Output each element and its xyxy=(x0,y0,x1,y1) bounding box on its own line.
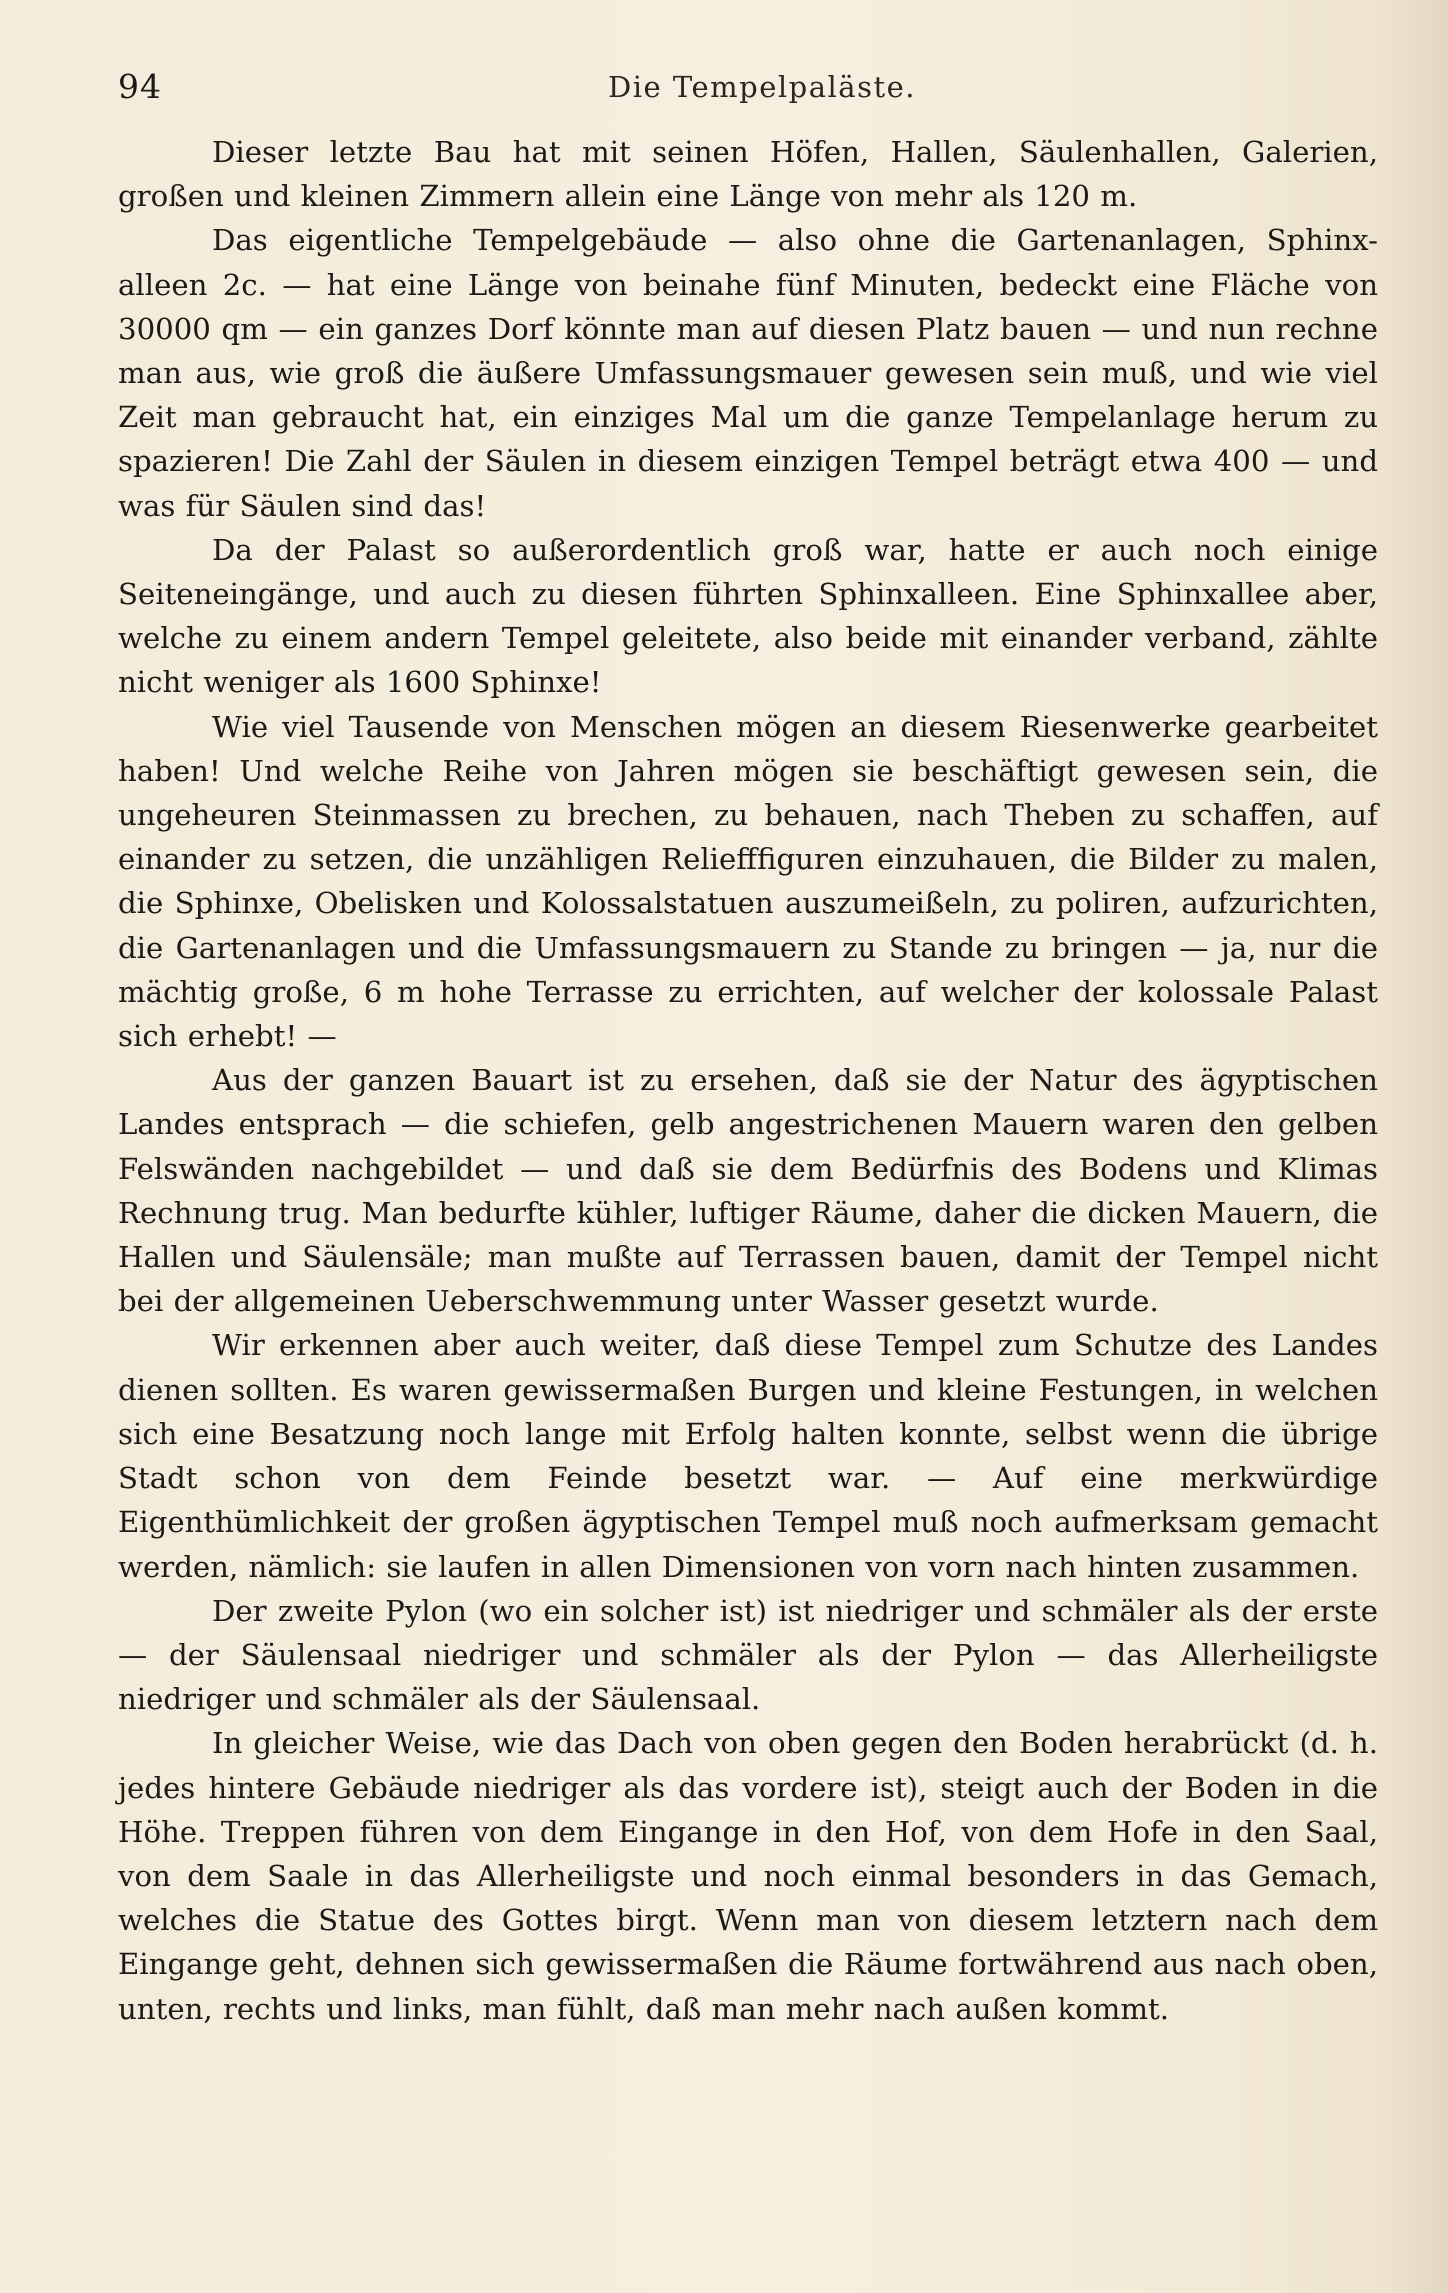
page-header xyxy=(118,62,1378,112)
running-title: Die Tempelpaläste. xyxy=(608,70,916,104)
page-number: 94 xyxy=(118,67,162,106)
paragraph: Dieser letzte Bau hat mit seinen Höfen, Hallen, Säulenhallen, Galerien, großen und kleinen Zimmern allein eine Länge von mehr als 120 m. xyxy=(118,135,1378,214)
paragraph: Aus der ganzen Bauart ist zu ersehen, daß sie der Natur des ägyptischen Landes entsprach — die schiefen, gelb angestrichenen Mauern waren den gelben Felswänden nachgebildet — und daß sie dem Bedürfnis des Bodens und Klimas Rechnung trug. Man bedurfte kühler, luftiger Räume, daher die dicken Mauern, die Hallen und Säulensäle; man mußte auf Terrassen bauen, damit der Tempel nicht bei der allgemeinen Ueberschwemmung unter Wasser gesetzt wurde. xyxy=(118,1063,1378,1319)
paragraph: Wir erkennen aber auch weiter, daß diese Tempel zum Schutze des Landes dienen sollten. Es waren gewissermaßen Burgen und kleine Festungen, in welchen sich eine Besatzung noch lange mit Erfolg halten konnte, selbst wenn die übrige Stadt schon von dem Feinde besetzt war. — Auf eine merkwürdige Eigenthümlichkeit der großen ägyptischen Tempel muß noch aufmerksam gemacht werden, nämlich: sie laufen in allen Dimensionen von vorn nach hinten zusammen. xyxy=(118,1328,1378,1584)
paragraph: Da der Palast so außerordentlich groß war, hatte er auch noch einige Seiteneingänge, und auch zu diesen führten Sphinxalleen. Eine Sphinxallee aber, welche zu einem andern Tempel geleitete, also beide mit einander verband, zählte nicht weniger als 1600 Sphinxe! xyxy=(118,532,1378,700)
paragraph: In gleicher Weise, wie das Dach von oben gegen den Boden herabrückt (d. h. jedes hintere Gebäude niedriger als das vordere ist), steigt auch der Boden in die Höhe. Treppen führen von dem Eingange in den Hof, von dem Hofe in den Saal, von dem Saale in das Allerheiligste und noch einmal besonders in das Gemach, welches die Statue des Gottes birgt. Wenn man von diesem letztern nach dem Eingange geht, dehnen sich gewissermaßen die Räume fortwährend aus nach oben, unten, rechts und links, man fühlt, daß man mehr nach außen kommt. xyxy=(118,1726,1378,2026)
body-text xyxy=(118,130,1378,2031)
paragraph: Das eigentliche Tempelgebäude — also ohne die Gartenanlagen, Sphinx-alleen 2c. — hat eine Länge von beinahe fünf Minuten, bedeckt eine Fläche von 30000 qm — ein ganzes Dorf könnte man auf diesen Platz bauen — und nun rechne man aus, wie groß die äußere Umfassungsmauer gewesen sein muß, und wie viel Zeit man gebraucht hat, ein einziges Mal um die ganze Tempelanlage herum zu spazieren! Die Zahl der Säulen in diesem einzigen Tempel beträgt etwa 400 — und was für Säulen sind das! xyxy=(118,223,1378,523)
page-edge-shadow xyxy=(1388,0,1448,2293)
paragraph: Wie viel Tausende von Menschen mögen an diesem Riesenwerke gearbeitet haben! Und welche Reihe von Jahren mögen sie beschäftigt gewesen sein, die ungeheuren Steinmassen zu brechen, zu behauen, nach Theben zu schaffen, auf einander zu setzen, die unzähligen Reliefffiguren einzuhauen, die Bilder zu malen, die Sphinxe, Obelisken und Kolossalstatuen auszumeißeln, zu poliren, aufzurichten, die Gartenanlagen und die Umfassungsmauern zu Stande zu bringen — ja, nur die mächtig große, 6 m hohe Terrasse zu errichten, auf welcher der kolossale Palast sich erhebt! — xyxy=(118,709,1378,1054)
paragraph: Der zweite Pylon (wo ein solcher ist) ist niedriger und schmäler als der erste — der Säulensaal niedriger und schmäler als der Pylon — das Allerheiligste niedriger und schmäler als der Säulensaal. xyxy=(118,1593,1378,1717)
